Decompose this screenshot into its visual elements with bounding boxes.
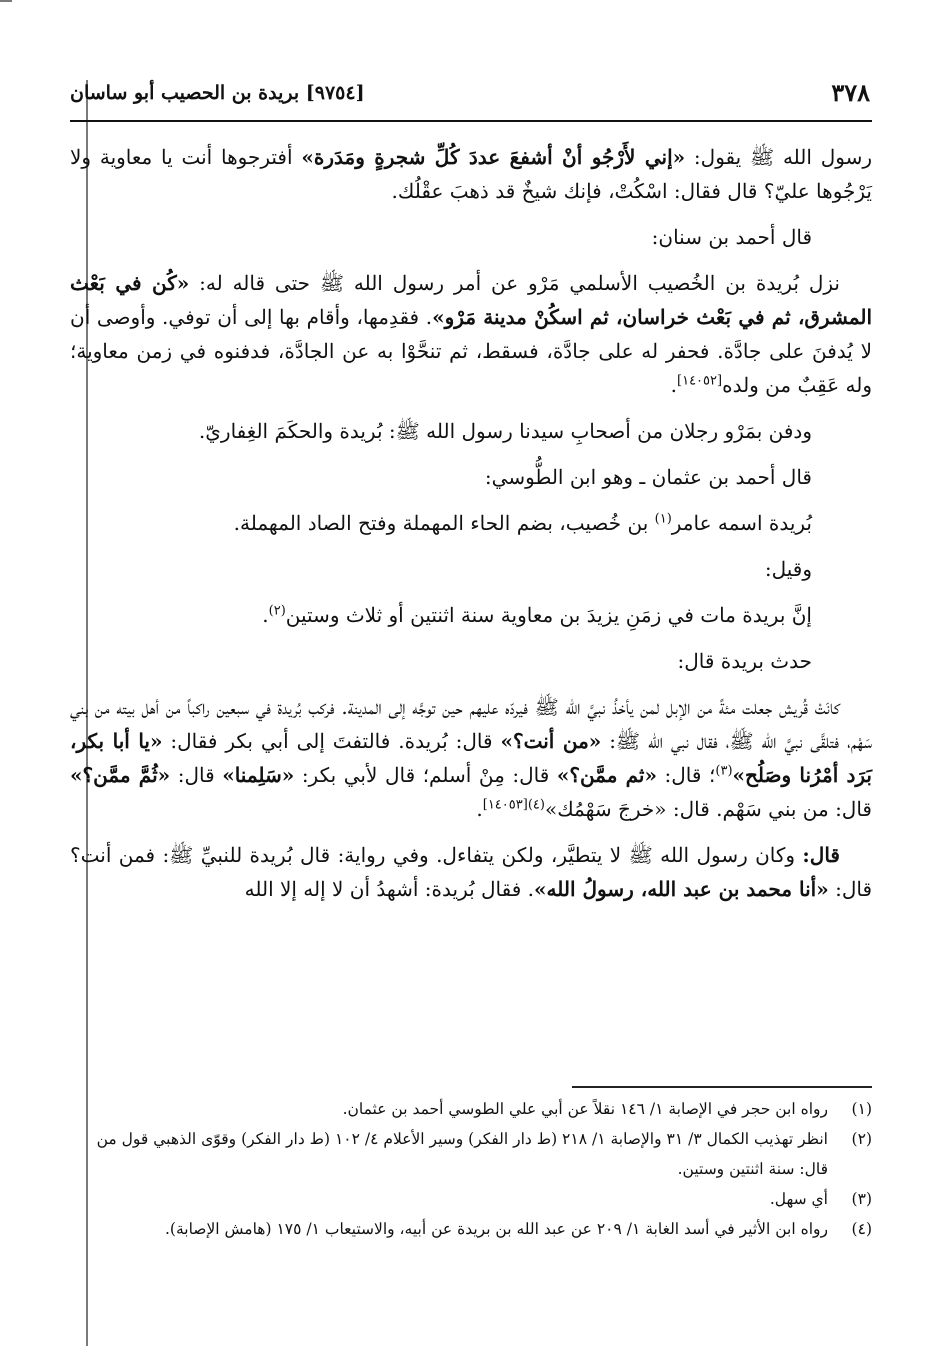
scan-edge-line-top [0, 0, 12, 2]
running-title: [٩٧٥٤] بريدة بن الحصيب أبو ساسان [70, 82, 365, 104]
paragraph [70, 506, 872, 540]
text-segment: إنَّ بريدة مات في زمَنِ يزيدَ بن معاوية سنة اثنتين أو ثلاث وستين [285, 603, 812, 627]
text-segment: وقيل: [764, 557, 812, 581]
text-segment: قال: [170, 763, 223, 787]
reference-marker: (٤)[١٤٠٥٣] [482, 797, 545, 813]
text-segment: رسول الله ﷺ يقول: [685, 145, 872, 169]
text-segment: كانَتْ قُريش جعلت مئةً من الإبل لمن يأخذُ نبيَّ الله ﷺ فيردّه عليهم حين توجَّه إلى المدينة. فركب بُريدة في سبعين راكباً من أهل بيته من بني سَهْم، فتلقَّى نبيَّ الله ﷺ، فقال نبي الله ﷺ: [70, 695, 873, 753]
reference-marker: (٣) [715, 763, 733, 779]
footnote-text: انظر تهذيب الكمال ٣/ ٣١ والإصابة ١/ ٢١٨ (ط دار الفكر) وسير الأعلام ٤/ ١٠٢ (ط دار الفكر) وقوّى الذهبي قول من قال: سنة اثنتين وستين. [96, 1130, 828, 1178]
footnote-text: أي سهل. [769, 1190, 828, 1208]
text-segment: . [262, 603, 269, 627]
reference-marker: (٢) [268, 603, 286, 619]
paragraph [70, 460, 872, 494]
text-segment: . [670, 373, 678, 397]
header-rule [70, 120, 872, 122]
text-segment: ودفن بمَرْو رجلان من أصحابِ سيدنا رسول الله ﷺ: بُريدة والحكَمَ الغِفاريّ. [198, 419, 812, 443]
footnote [80, 1214, 872, 1244]
main-text [70, 140, 872, 918]
text-segment: حدث بريدة قال: [677, 649, 812, 673]
footnote [80, 1184, 872, 1214]
text-segment: . فقدِمها، وأقام بها إلى أن توفي. وأوصى أن لا يُدفنَ على جادَّة. فحفر له على جادَّة، فسقط، ثم تنحَّوْا به عن الجادَّة، فدفنوه في زمن معاوية؛ وله عَقِبٌ من ولده [70, 305, 872, 397]
bold-text-segment: «كُن في بَعْث المشرق، ثم في بَعْث خراسان، ثم اسكُنْ مدينة مَرْو» [70, 271, 872, 329]
footnote [80, 1094, 872, 1124]
page-number: ٣٧٨ [831, 78, 870, 107]
text-segment: قال: من بني سَهْم. قال: «خرجَ سَهْمُك» [544, 797, 872, 821]
footnote-text: رواه ابن الأثير في أسد الغابة ١/ ٢٠٩ عن عبد الله بن بريدة عن أبيه، والاستيعاب ١/ ١٧٥ (هامش الإصابة). [164, 1220, 828, 1238]
text-segment: . [476, 797, 483, 821]
paragraph [70, 644, 872, 678]
footnote-number: (٢) [851, 1130, 872, 1148]
text-segment: بُريدة اسمه عامر [671, 511, 812, 535]
text-segment: قال: بُريدة. فالتفتَ إلى أبي بكر فقال: [162, 729, 501, 753]
bold-text-segment: «أنا محمد بن عبد الله، رسولُ الله» [534, 877, 829, 901]
paragraph [70, 690, 872, 826]
paragraph [70, 838, 872, 906]
text-segment: أفترجوها أنت يا معاوية ولا يَرْجُوها عليّ؟ قال فقال: اسْكُتْ، فإنك شيخٌ قد ذهبَ عقْلُك. [70, 145, 872, 203]
bold-text-segment: «إني لأَرْجُو أنْ أشفعَ عددَ كُلِّ شجرةٍ ومَدَرة» [301, 145, 686, 169]
paragraph [70, 220, 872, 254]
bold-text-segment: «من أنت؟» [500, 729, 602, 753]
text-segment: قال أحمد بن سنان: [651, 225, 812, 249]
reference-marker: [١٤٠٥٢] [677, 373, 723, 389]
text-segment: نزل بُريدة بن الخُصيب الأسلمي مَرْو عن أمر رسول الله ﷺ حتى قاله له: [189, 271, 840, 295]
bold-text-segment: «ثم ممَّن؟» [556, 763, 657, 787]
footnote-rule [572, 1086, 872, 1088]
text-segment: ؛ قال: [656, 763, 716, 787]
footnotes [80, 1094, 872, 1244]
paragraph [70, 598, 872, 632]
text-segment: قال: مِنْ أسلم؛ قال لأبي بكر: [294, 763, 557, 787]
footnote-text: رواه ابن حجر في الإصابة ١/ ١٤٦ نقلاً عن أبي علي الطوسي أحمد بن عثمان. [342, 1100, 828, 1118]
page-header [70, 78, 870, 118]
paragraph [70, 552, 872, 586]
bold-text-segment: «يا أبا بكر، بَرَد أمْرُنا وصَلُح» [70, 729, 872, 787]
paragraph [70, 140, 872, 208]
footnote [80, 1124, 872, 1184]
bold-text-segment: «سَلِمنا» [222, 763, 295, 787]
bold-text-segment: «ثُمَّ ممَّن؟» [70, 763, 171, 787]
footnote-number: (٤) [851, 1220, 872, 1238]
footnote-number: (٣) [851, 1190, 872, 1208]
reference-marker: (١) [654, 511, 672, 527]
footnote-number: (١) [851, 1100, 872, 1118]
text-segment: وكان رسول الله ﷺ لا يتطيَّر، ولكن يتفاءل. وفي رواية: قال بُريدة للنبيِّ ﷺ: فمن أنت؟ قال: [70, 843, 872, 901]
paragraph [70, 266, 872, 402]
text-segment: . فقال بُريدة: أشهدُ أن لا إله إلا الله [244, 877, 535, 901]
paragraph [70, 414, 872, 448]
bold-text-segment: قال: [802, 843, 840, 867]
text-segment: قال أحمد بن عثمان ـ وهو ابن الطُّوسي: [484, 465, 812, 489]
text-segment: بن خُصيب، بضم الحاء المهملة وفتح الصاد المهملة. [233, 511, 655, 535]
